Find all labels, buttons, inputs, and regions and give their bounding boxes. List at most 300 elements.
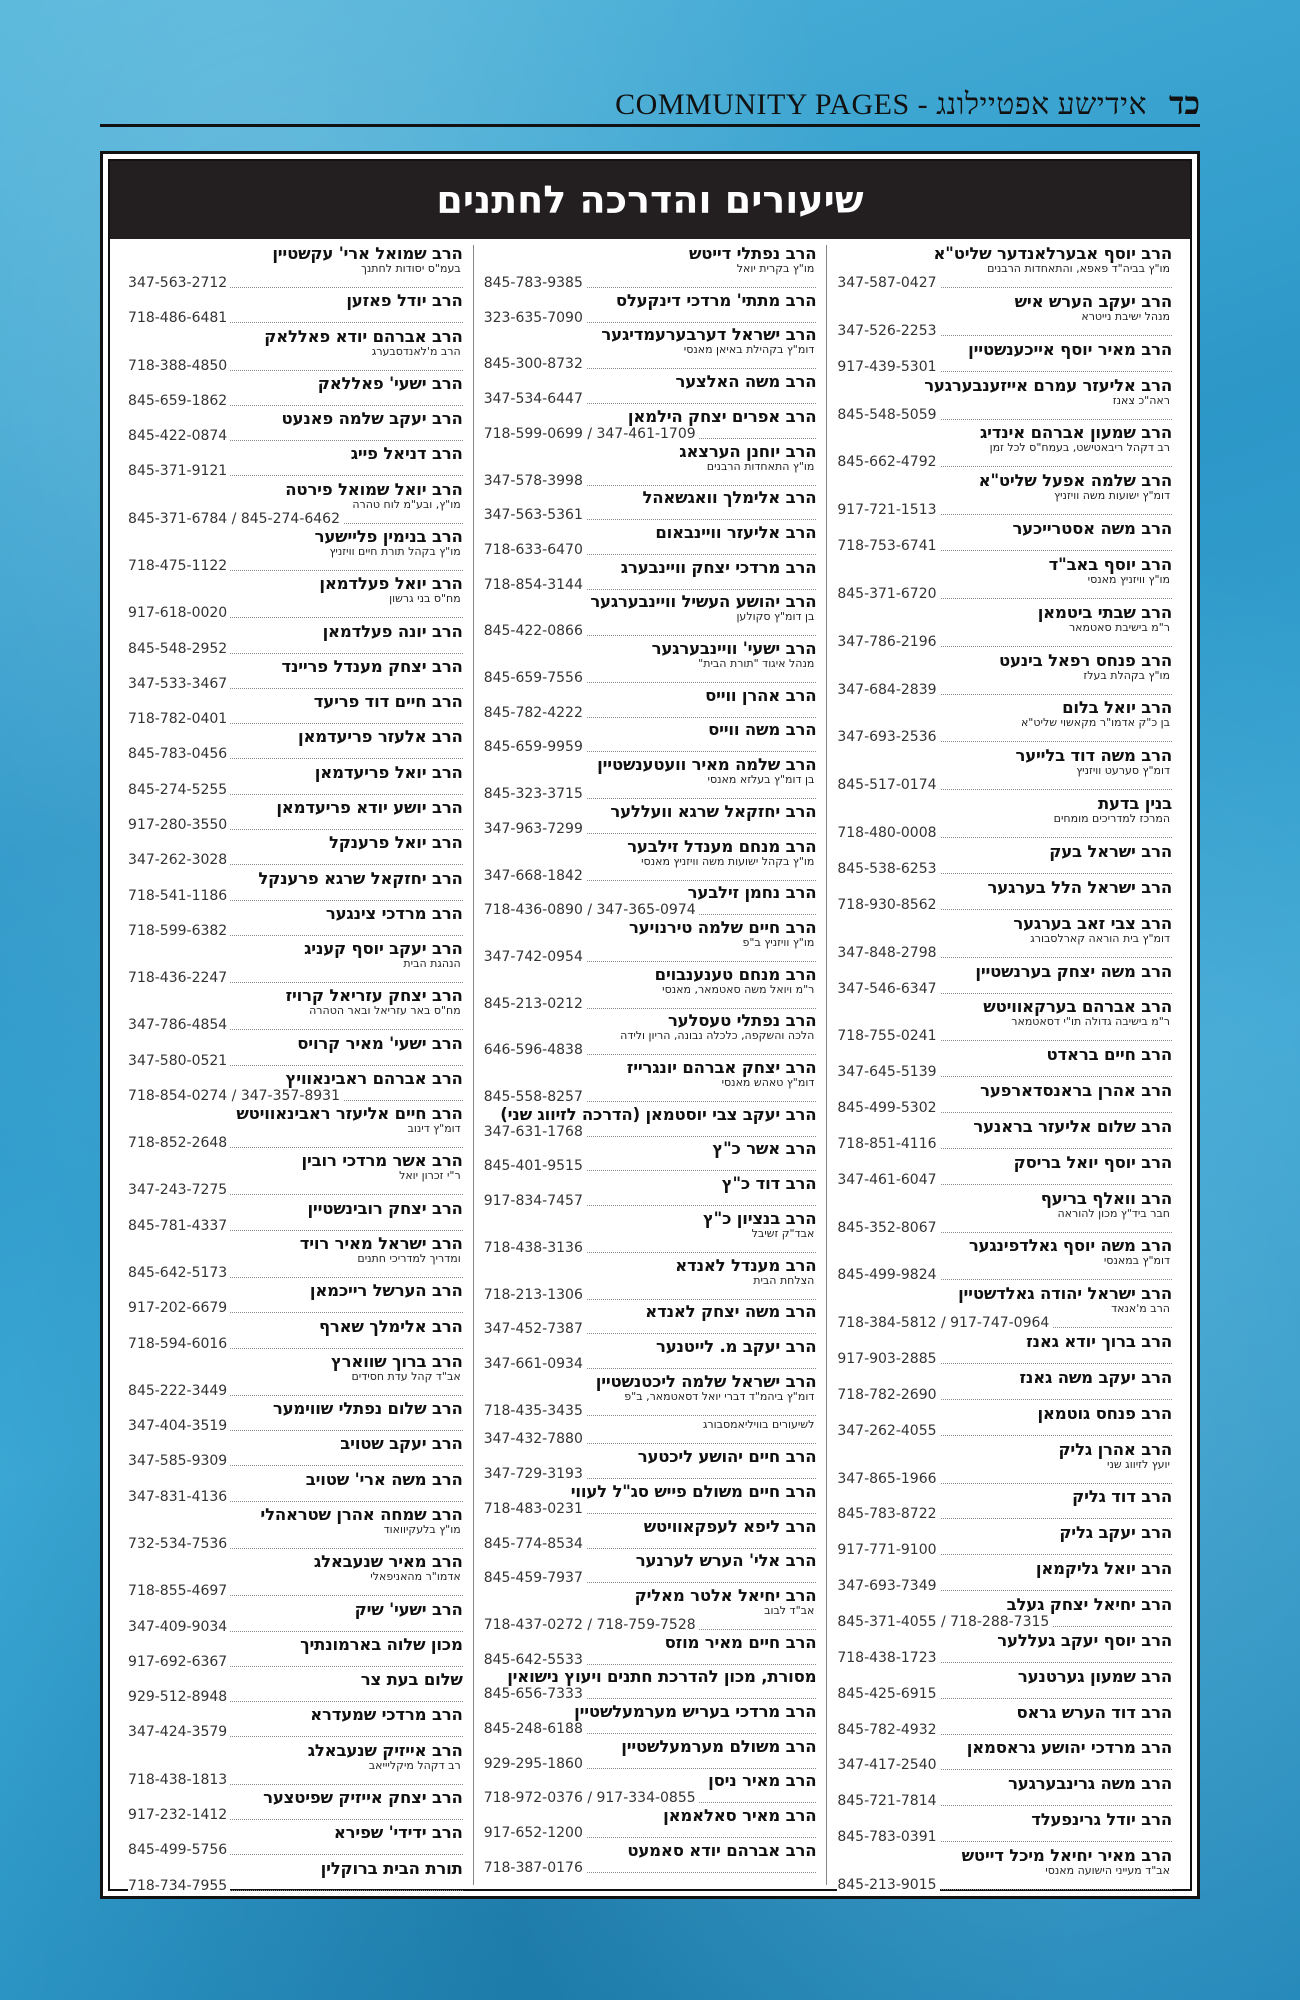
- phone-number: 347-533-3467: [128, 676, 230, 692]
- entry-phone: [128, 1489, 463, 1505]
- phone-number: 718-782-0401: [128, 711, 230, 727]
- entry-subtitle: הלכה והשקפה, כלכלה נבונה, הריון ולידה: [620, 1029, 815, 1043]
- entry-name: הרב יוסף יעקב געללער: [997, 1630, 1172, 1650]
- columns: [118, 244, 1182, 1894]
- directory-entry: [837, 1704, 1172, 1738]
- directory-entry: [837, 1847, 1172, 1893]
- directory-entry: [837, 1441, 1172, 1487]
- entry-phone: [128, 1878, 463, 1894]
- phone-number: 845-548-5059: [837, 407, 939, 423]
- entry-phone: [837, 1100, 1172, 1116]
- directory-entry: [484, 966, 817, 1012]
- directory-entry: [484, 1448, 817, 1482]
- entry-name: הרב צבי זאב בערגער: [1013, 913, 1172, 933]
- entry-phone: [837, 981, 1172, 997]
- entry-name: הרב ישעי' וויינבערגער: [651, 639, 817, 659]
- entry-phone: [484, 1686, 817, 1702]
- entry-phone: [837, 275, 1172, 291]
- directory-entry: [484, 1338, 817, 1372]
- phone-number: 917-771-9100: [837, 1542, 939, 1558]
- entry-name: הרב מאיר סאלאמאן: [663, 1806, 817, 1826]
- directory-entry: [128, 1636, 463, 1670]
- directory-entry: [837, 1082, 1172, 1116]
- phone-number: 845-300-8732: [484, 356, 586, 372]
- entry-name: הרב שלום אליעזר בראנער: [973, 1116, 1172, 1136]
- entry-subtitle: מו"ץ בלעקיוואוד: [383, 1523, 461, 1536]
- directory-entry: [837, 652, 1172, 698]
- directory-entry: [128, 1506, 463, 1552]
- entry-phone: [484, 1193, 817, 1209]
- entry-phone: [128, 1807, 463, 1823]
- phone-number: 845-459-7937: [484, 1570, 586, 1586]
- directory-entry: [128, 1070, 463, 1104]
- entry-phone: [484, 1825, 817, 1841]
- phone-number: 347-452-7387: [484, 1321, 586, 1337]
- entry-phone: [484, 356, 817, 372]
- entry-name: הרב חיים שלמה טירנויער: [628, 917, 817, 937]
- phone-number: 732-534-7536: [128, 1536, 230, 1552]
- entry-phone: [837, 634, 1172, 650]
- entry-phone: [837, 729, 1172, 745]
- entry-phone: [484, 1356, 817, 1372]
- phone-number: 845-499-9824: [837, 1267, 939, 1283]
- directory-entry: [837, 472, 1172, 518]
- entry-subtitle: אב"ד קהל עדת חסידים: [351, 1369, 461, 1383]
- directory-entry: [837, 1190, 1172, 1236]
- entry-name: הרב אשר מרדכי רובין: [301, 1151, 463, 1171]
- entry-phone: [837, 454, 1172, 470]
- entry-name: הרב ברוך שווארץ: [330, 1351, 463, 1371]
- entry-subtitle: ר"מ בישיבת סאטמאר: [1068, 620, 1170, 634]
- entry-phone: [837, 586, 1172, 602]
- directory-entry: [484, 721, 817, 755]
- entry-phone: [484, 949, 817, 965]
- entry-name: הרב משולם מערמעלשטיין: [621, 1736, 817, 1756]
- phone-number: 718-438-3136: [484, 1240, 586, 1256]
- entry-name: הרב יוחנן הערצאג: [679, 441, 817, 461]
- entry-subtitle: אדמו"ר מהאניפאלי: [370, 1570, 461, 1584]
- directory-entry: [128, 575, 463, 621]
- phone-number: 718-541-1186: [128, 888, 230, 904]
- entry-phone: [128, 711, 463, 727]
- entry-phone: [484, 1321, 817, 1337]
- phone-number: 347-563-2712: [128, 275, 230, 291]
- directory-entry: [128, 1200, 463, 1234]
- entry-subtitle: מו"ץ, ובע"מ לוח טהרה: [352, 497, 461, 511]
- directory-entry: [128, 328, 463, 374]
- phone-number: 718-438-1723: [837, 1650, 939, 1666]
- phone-number: 917-232-1412: [128, 1807, 230, 1823]
- phone-number: 917-834-7457: [484, 1193, 586, 1209]
- phone-number: 845-659-7556: [484, 670, 586, 686]
- entry-subtitle: הצלחת הבית: [753, 1273, 815, 1287]
- entry-name: הרב וואלף בריעף: [1040, 1188, 1172, 1208]
- entry-phone: [837, 1542, 1172, 1558]
- directory-entry: [484, 1419, 817, 1447]
- entry-phone: [484, 391, 817, 407]
- entry-name: הרב פנחס רפאל בינעט: [998, 650, 1172, 670]
- entry-phone: [484, 623, 817, 639]
- entry-name: הרב אשר כ"ץ: [712, 1139, 817, 1159]
- entry-name: הרב שמחה אהרן שטראהלי: [260, 1505, 463, 1524]
- entry-phone: [484, 1042, 817, 1058]
- directory-entry: [128, 1035, 463, 1069]
- entry-phone: [128, 1689, 463, 1705]
- directory-entry: [484, 245, 817, 291]
- entry-phone: [484, 1617, 817, 1633]
- entry-phone: [837, 502, 1172, 518]
- phone-number: 845-662-4792: [837, 454, 939, 470]
- phone-number: 845-783-0391: [837, 1829, 939, 1845]
- entry-name: הרב שמעון גערטנער: [1017, 1666, 1172, 1686]
- entry-name: הרב נפתלי טעסלער: [667, 1011, 817, 1031]
- entry-phone: [128, 852, 463, 868]
- entry-name: הרב יהושע העשיל וויינבערגער: [590, 592, 817, 612]
- phone-number: 917-721-1513: [837, 502, 939, 518]
- directory-entry: [128, 905, 463, 939]
- entry-phone: [837, 825, 1172, 841]
- phone-number: 845-213-0212: [484, 996, 586, 1012]
- entry-subtitle: הנהגת הבית: [403, 957, 461, 971]
- phone-number: 347-546-6347: [837, 981, 939, 997]
- directory-entry: [484, 1373, 817, 1419]
- entry-name: הרב אלימלך וואגשאהל: [642, 488, 817, 508]
- entry-subtitle: אב"ד לבוב: [764, 1603, 815, 1617]
- phone-number: 347-534-6447: [484, 391, 586, 407]
- phone-number: 845-371-9121: [128, 463, 230, 479]
- entry-phone: [837, 861, 1172, 877]
- phone-number: 347-786-4854: [128, 1017, 230, 1033]
- entry-subtitle: ראה"כ צאנז: [1112, 393, 1170, 407]
- entry-phone: [128, 1017, 463, 1033]
- entry-name: הרב משה ארי' שטויב: [305, 1469, 463, 1489]
- directory-entry: [837, 1775, 1172, 1809]
- directory-entry: [128, 1471, 463, 1505]
- entry-subtitle: אבד"ק זשיבל: [751, 1226, 815, 1240]
- entry-name: הרב נפתלי דייטש: [688, 244, 817, 263]
- phone-number: 845-782-4932: [837, 1722, 939, 1738]
- entry-name: הרב משה האלצער: [675, 372, 817, 392]
- phone-number: 845-548-2952: [128, 641, 230, 657]
- directory-entry: [128, 1435, 463, 1469]
- entry-name: שלום בעת צר: [360, 1670, 463, 1690]
- entry-phone: [837, 1471, 1172, 1487]
- entry-name: הרב דוד כ"ץ: [721, 1174, 817, 1194]
- entry-name: הרב אלימלך שארף: [318, 1316, 463, 1336]
- entry-name: הרב אליעזר וויינבאום: [655, 522, 817, 542]
- entry-name: הרב ידידי' שפירא: [333, 1823, 463, 1843]
- phone-number: 718-854-0274 / 347-357-8931: [128, 1088, 343, 1104]
- phone-number: 347-417-2540: [837, 1757, 939, 1773]
- entry-name: הרב יצחק אברהם יונגרייז: [626, 1058, 817, 1078]
- directory-entry: [837, 1154, 1172, 1188]
- entry-phone: [484, 577, 817, 593]
- directory-entry: [837, 1596, 1172, 1630]
- entry-name: הרב חיים משולם פייש סג"ל לעווי: [570, 1481, 817, 1501]
- entry-phone: [128, 1772, 463, 1788]
- entry-name: הרב מנחם מענדל זילבער: [627, 836, 817, 856]
- entry-phone: [484, 473, 817, 489]
- entry-phone: [128, 1182, 463, 1198]
- phone-number: 845-781-4337: [128, 1218, 230, 1234]
- entry-name: הרב אהרן בראנסדארפער: [980, 1081, 1172, 1101]
- directory-entry: [128, 1235, 463, 1281]
- phone-number: 845-422-0874: [128, 428, 230, 444]
- phone-number: 845-422-0866: [484, 623, 586, 639]
- phone-number: 718-384-5812 / 917-747-0964: [837, 1315, 1052, 1331]
- entry-name: הרב ישראל הלל בערגער: [987, 877, 1172, 897]
- entry-phone: [837, 1315, 1172, 1331]
- entry-phone: [837, 1614, 1172, 1630]
- entry-name: הרב אברהם בערקאוויטש: [983, 997, 1172, 1017]
- entry-name: הרב דניאל פייג: [350, 444, 463, 464]
- directory-entry: [484, 919, 817, 965]
- phone-number: 718-599-0699 / 347-461-1709: [484, 426, 699, 442]
- entry-subtitle: מנהל איגוד "תורת הבית": [698, 657, 815, 671]
- entry-phone: [128, 1265, 463, 1281]
- directory-entry: [837, 341, 1172, 375]
- phone-number: 845-783-0456: [128, 746, 230, 762]
- directory-entry: [484, 1738, 817, 1772]
- entry-name: הרב ישראל שלמה ליכטנשטיין: [595, 1371, 817, 1391]
- directory-entry: [128, 1152, 463, 1198]
- entry-subtitle: דומ"ץ ישועות משה וויזניץ: [1054, 489, 1170, 503]
- directory-entry: [837, 699, 1172, 745]
- entry-subtitle: מנהל ישיבת נייטרא: [1081, 309, 1170, 323]
- entry-phone: [484, 507, 817, 523]
- phone-number: 917-439-5301: [837, 359, 939, 375]
- entry-name: הרב אפרים יצחק הילמאן: [627, 406, 817, 426]
- phone-number: 347-580-0521: [128, 1053, 230, 1069]
- directory-column-left: [118, 244, 473, 1894]
- entry-phone: [837, 1387, 1172, 1403]
- entry-subtitle: דומ"ץ טאהש מאנסי: [721, 1076, 815, 1090]
- directory-entry: [484, 1668, 817, 1702]
- entry-phone: [128, 782, 463, 798]
- directory-entry: [484, 1587, 817, 1633]
- entry-phone: [128, 1583, 463, 1599]
- directory-entry: [484, 443, 817, 489]
- entry-subtitle: מו"ץ בקהל תורת חיים וויזניץ: [329, 544, 461, 558]
- phone-number: 347-786-2196: [837, 634, 939, 650]
- entry-name: הרב מנחם טענענבוים: [654, 964, 817, 984]
- phone-number: 917-652-1200: [484, 1825, 586, 1841]
- entry-phone: [484, 1466, 817, 1482]
- directory-entry: [484, 1634, 817, 1668]
- entry-subtitle: המרכז למדריכים מומחים: [1053, 812, 1170, 826]
- phone-number: 718-436-2247: [128, 970, 230, 986]
- directory-entry: [484, 687, 817, 721]
- entry-name: הרב יחיאל יצחק געלב: [1006, 1595, 1172, 1614]
- entry-name: הרב שלמה מאיר וועטענשטיין: [597, 755, 817, 775]
- phone-number: 845-642-5173: [128, 1265, 230, 1281]
- entry-name: הרב חיים מאיר מוזס: [664, 1632, 817, 1652]
- phone-number: 718-437-0272 / 718-759-7528: [484, 1617, 699, 1633]
- entry-name: הרב ליפא לעפקאוויטש: [643, 1516, 817, 1536]
- directory-entry: [484, 559, 817, 593]
- phone-number: 845-425-6915: [837, 1686, 939, 1702]
- entry-name: הרב בנימין פליישער: [314, 526, 463, 546]
- phone-number: 347-526-2253: [837, 323, 939, 339]
- directory-entry: [837, 245, 1172, 291]
- phone-number: 347-587-0427: [837, 275, 939, 291]
- directory-entry: [128, 1860, 463, 1894]
- entry-name: הרב מאיר שנעבאלג: [313, 1552, 463, 1572]
- phone-number: 347-865-1966: [837, 1471, 939, 1487]
- directory-entry: [837, 556, 1172, 602]
- entry-phone: [837, 897, 1172, 913]
- entry-subtitle: מו"ץ בקרית יואל: [736, 262, 815, 275]
- entry-subtitle: מו"ץ בביה"ד פאפא, והתאחדות הרבנים: [987, 262, 1170, 275]
- page-header: [100, 85, 1200, 127]
- phone-number: 845-782-4222: [484, 705, 586, 721]
- entry-name: הרב יוסף אבערלאנדער שליט"א: [933, 244, 1172, 263]
- phone-number: 718-599-6382: [128, 923, 230, 939]
- entry-subtitle: ר"י זכרון יואל: [399, 1169, 461, 1183]
- directory-entry: [484, 1140, 817, 1174]
- entry-phone: [837, 1064, 1172, 1080]
- phone-number: 347-563-5361: [484, 507, 586, 523]
- entry-subtitle: מו"ץ התאחדות הרבנים: [706, 459, 815, 473]
- entry-phone: [484, 1240, 817, 1256]
- entry-name: הרב יוסף יואל בריסק: [1013, 1152, 1172, 1172]
- entry-subtitle: בן כ"ק אדמו"ר מקאשוי שליט"א: [1020, 716, 1170, 730]
- entry-phone: [128, 923, 463, 939]
- panel-inner-border: [108, 159, 1192, 1894]
- directory-entry: [484, 1303, 817, 1337]
- phone-number: 845-774-8534: [484, 1536, 586, 1552]
- directory-entry: [484, 593, 817, 639]
- entry-phone: [837, 1028, 1172, 1044]
- phone-number: 347-848-2798: [837, 945, 939, 961]
- directory-entry: [484, 1175, 817, 1209]
- entry-subtitle: מו"ץ וויזניץ ב"פ: [742, 935, 815, 949]
- entry-phone: [128, 1619, 463, 1635]
- entry-name: הרב יעקב מ. לייטנער: [656, 1336, 817, 1356]
- entry-phone: [128, 888, 463, 904]
- entry-phone: [837, 323, 1172, 339]
- entry-phone: [837, 1423, 1172, 1439]
- entry-phone: [484, 786, 817, 802]
- phone-number: 347-661-0934: [484, 1356, 586, 1372]
- entry-name: הרב מרדכי צינגער: [325, 903, 463, 923]
- entry-name: הרב יחזקאל שרגא פרענקל: [258, 868, 463, 888]
- phone-number: 718-851-4116: [837, 1136, 939, 1152]
- directory-entry: [128, 445, 463, 479]
- entry-phone: [837, 1136, 1172, 1152]
- entry-name: הרב יעקב שלמה פאנעט: [281, 409, 463, 429]
- entry-subtitle: דומ"ץ במאנסי: [1103, 1254, 1170, 1268]
- page-number: כד: [1168, 85, 1200, 121]
- directory-entry: [837, 843, 1172, 877]
- entry-name: הרב אלי' הערש לערנער: [635, 1551, 817, 1571]
- entry-phone: [128, 1842, 463, 1858]
- entry-name: הרב יונה פעלדמאן: [322, 621, 463, 641]
- phone-number: 718-734-7955: [128, 1878, 230, 1894]
- directory-panel: [100, 151, 1200, 1899]
- entry-name: הרב פנחס גוטמאן: [1037, 1403, 1172, 1423]
- directory-entry: [128, 1742, 463, 1788]
- entry-subtitle: דומ"ץ סערעט וויזניץ: [1076, 764, 1170, 778]
- entry-name: הרב דוד הערש גראס: [1016, 1702, 1172, 1722]
- phone-number: 845-642-5533: [484, 1652, 586, 1668]
- entry-phone: [484, 1790, 817, 1806]
- entry-name: הרב אהרן ווייס: [705, 685, 817, 705]
- entry-name: הרב יוסף באב"ד: [1048, 554, 1172, 574]
- entry-phone: [128, 676, 463, 692]
- directory-entry: [837, 1333, 1172, 1367]
- directory-entry: [837, 1046, 1172, 1080]
- phone-number: 845-274-5255: [128, 782, 230, 798]
- phone-number: 917-903-2885: [837, 1351, 939, 1367]
- phone-number: 845-371-6784 / 845-274-6462: [128, 511, 343, 527]
- entry-name: הרב יצחק מענדל פריינד: [281, 656, 463, 676]
- phone-number: 845-659-1862: [128, 393, 230, 409]
- directory-entry: [128, 528, 463, 574]
- entry-phone: [484, 1124, 817, 1140]
- phone-number: 845-721-7814: [837, 1793, 939, 1809]
- phone-number: 718-213-1306: [484, 1287, 586, 1303]
- phone-number: 347-578-3998: [484, 473, 586, 489]
- entry-name: הרב שלום נפתלי שווימער: [272, 1399, 463, 1419]
- phone-number: 718-854-3144: [484, 577, 586, 593]
- directory-entry: [837, 1560, 1172, 1594]
- phone-number: 845-783-8722: [837, 1506, 939, 1522]
- entry-phone: [128, 428, 463, 444]
- entry-subtitle: מו"ץ בקהל ישועות משה וויזניץ מאנסי: [641, 854, 815, 868]
- directory-entry: [128, 1400, 463, 1434]
- phone-number: 845-499-5756: [128, 1842, 230, 1858]
- phone-number: 718-852-2648: [128, 1135, 230, 1151]
- directory-entry: [128, 764, 463, 798]
- directory-entry: [837, 1739, 1172, 1773]
- directory-entry: [128, 623, 463, 657]
- directory-entry: [484, 292, 817, 326]
- directory-entry: [128, 1553, 463, 1599]
- entry-subtitle: הרב מ'לאנדסבערג: [371, 344, 461, 358]
- phone-number: 718-930-8562: [837, 897, 939, 913]
- entry-name: הרב שלמה אפעל שליט"א: [978, 471, 1172, 491]
- entry-name: הרב יחזקאל שרגא וועללער: [610, 801, 817, 821]
- entry-subtitle: מו"ץ בקהלת בעלז: [1083, 668, 1170, 682]
- entry-phone: [837, 682, 1172, 698]
- phone-number: 347-742-0954: [484, 949, 586, 965]
- entry-phone: [128, 1336, 463, 1352]
- directory-entry: [484, 756, 817, 802]
- entry-name: הרב יעקב צבי יוסטמאן (הדרכה לזיווג שני): [500, 1104, 817, 1124]
- phone-number: 347-693-7349: [837, 1578, 939, 1594]
- entry-phone: [484, 1536, 817, 1552]
- directory-entry: [484, 1772, 817, 1806]
- entry-name: הרב יואל פריעדמאן: [314, 762, 463, 782]
- directory-entry: [837, 1811, 1172, 1845]
- phone-number: 917-280-3550: [128, 817, 230, 833]
- entry-phone: [128, 1536, 463, 1552]
- directory-entry: [128, 834, 463, 868]
- entry-phone: [837, 1578, 1172, 1594]
- phone-number: 845-517-0174: [837, 777, 939, 793]
- directory-entry: [128, 799, 463, 833]
- directory-entry: [484, 803, 817, 837]
- phone-number: 347-432-7880: [484, 1431, 586, 1447]
- phone-number: 845-401-9515: [484, 1158, 586, 1174]
- phone-number: 718-855-4697: [128, 1583, 230, 1599]
- entry-phone: [484, 1756, 817, 1772]
- directory-entry: [128, 410, 463, 444]
- directory-title: שיעורים והדרכה לחתנים: [436, 178, 864, 222]
- entry-phone: [837, 359, 1172, 375]
- directory-entry: [837, 879, 1172, 913]
